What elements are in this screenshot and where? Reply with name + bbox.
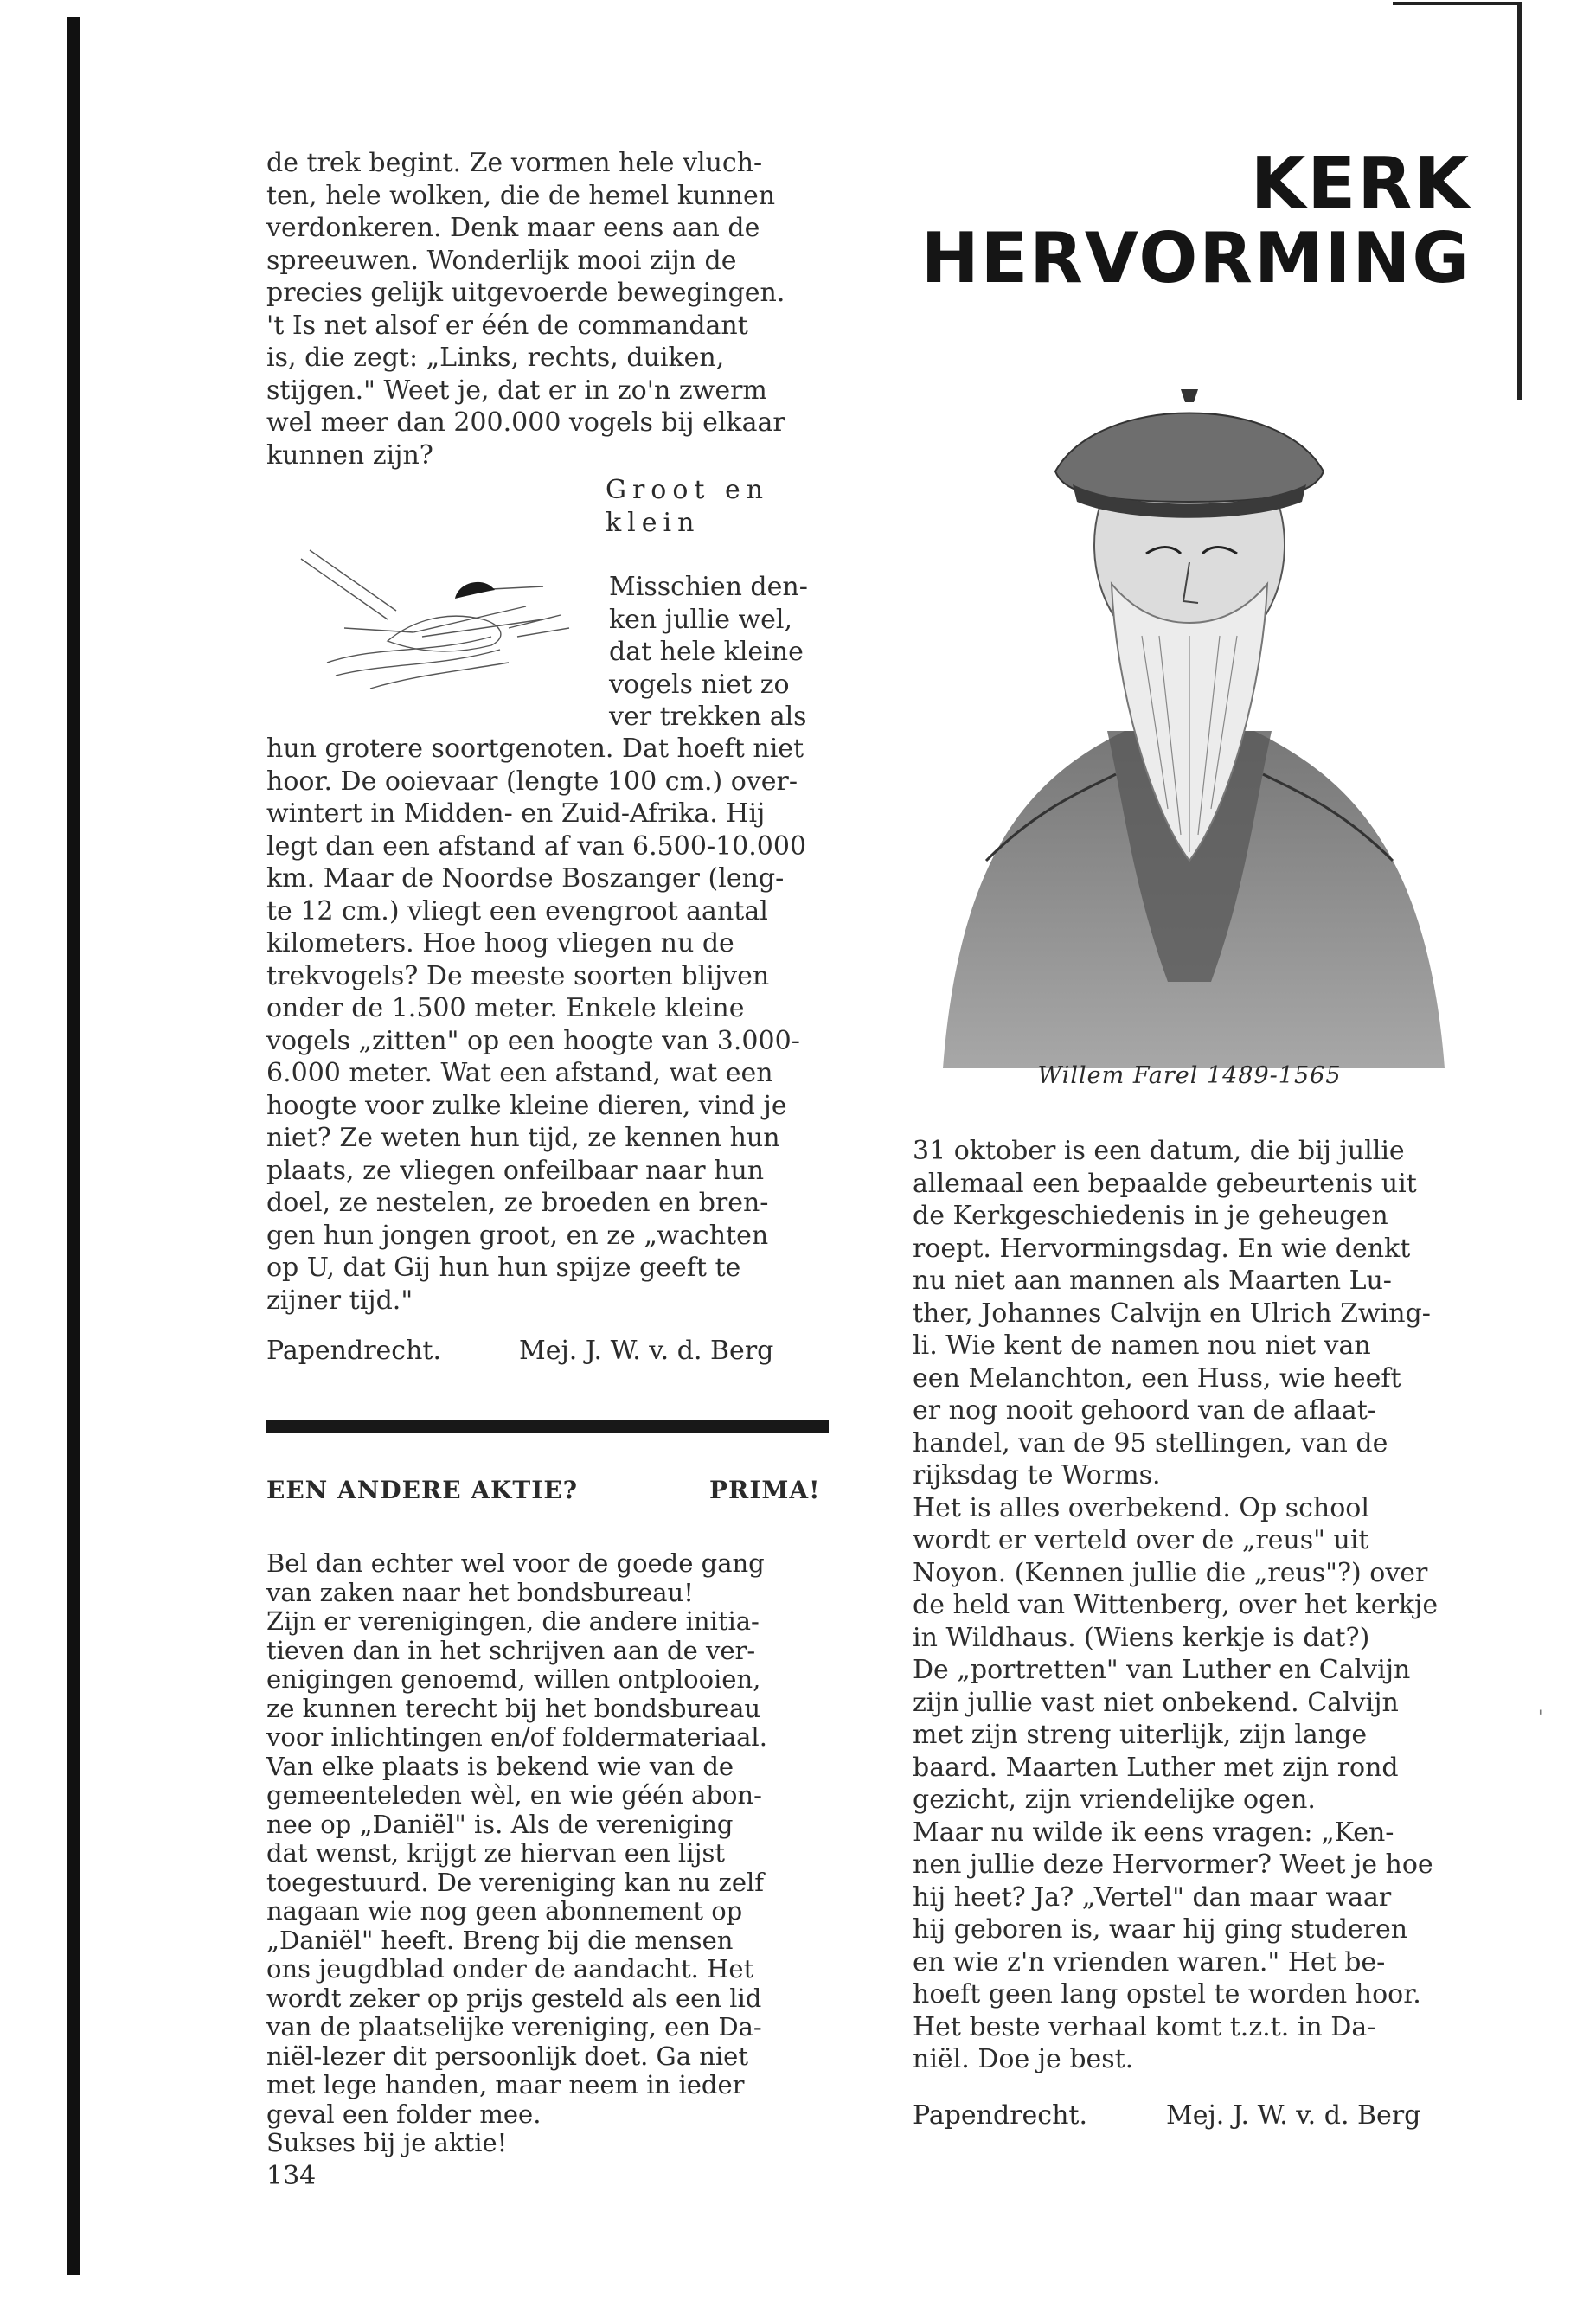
signature-place: Papendrecht.: [266, 1336, 442, 1366]
margin-mark: ': [1538, 1706, 1543, 1727]
page-number: 134: [266, 2161, 317, 2191]
aktie-heading-prima: PRIMA!: [709, 1476, 821, 1504]
title-line-kerk: KERK: [1250, 143, 1471, 225]
signature-name-right: Mej. J. W. v. d. Berg: [1166, 2100, 1421, 2131]
hervorming-paragraph: 31 oktober is een datum, die bij jullie allemaal een bepaalde gebeurtenis uit de Kerkgeschiedenis in je geheugen roept. Hervormingsdag. En wie denkt nu niet aan mannen als Maarten Lu- ther, Johannes Calvijn en Ulrich Zwing- li. Wie kent de namen nou niet van een Melanchton, een Huss, wie heeft er nog nooit gehoord van de aflaat- handel, van de 95 stellingen, van de rijksdag te Worms. Het is alles overbekend. Op school wordt er verteld over de „reus" uit Noyon. (Kennen jullie die „reus"?) over de held van Wittenberg, over het kerkje in Wildhaus. (Wiens kerkje is dat?) De „portretten" van Luther en Calvijn zijn jullie vast niet onbekend. Calvijn met zijn streng uiterlijk, zijn lange baard. Maarten Luther met zijn rond gezicht, zijn vriendelijke ogen. Maar nu wilde ik eens vragen: „Ken- nen jullie deze Hervormer? Weet je hoe hij heet? Ja? „Vertel" dan maar waar hij geboren is, waar hij ging studeren en wie z'n vrienden waren." Het be- hoeft geen lang opstel te worden hoor. Het beste verhaal komt t.z.t. in Da- niël. Doe je best.: [913, 1136, 1439, 2074]
portrait-caption: Willem Farel 1489-1565: [1037, 1062, 1342, 1089]
portrait-illustration: [908, 324, 1471, 1068]
section-divider: [266, 1420, 829, 1433]
reformer-portrait-icon: [908, 324, 1471, 1068]
binding-edge: [67, 17, 80, 2275]
article-title: [908, 143, 1471, 298]
page-corner-rule: [1393, 2, 1522, 5]
intro-paragraph: de trek begint. Ze vormen hele vluch- ten, hele wolken, die de hemel kunnen verdonkeren. Denk maar eens aan de spreeuwen. Wonderlijk mooi zijn de precies gelijk uitgevoerde bewegingen. 't Is net alsof er één de commandant is, die zegt: „Links, rechts, duiken, stijgen." Weet je, dat er in zo'n zwerm wel meer dan 200.000 vogels bij elkaar kunnen zijn?: [266, 148, 785, 471]
signature-place-right: Papendrecht.: [913, 2100, 1088, 2131]
title-line-hervorming: HERVORMING: [920, 218, 1471, 298]
aktie-paragraph: Bel dan echter wel voor de goede gang van zaken naar het bondsbureau! Zijn er verenigingen, die andere initia- tieven dan in het schrijven aan de ver- enigingen genoemd, willen ontplooien, ze kunnen terecht bij het bondsbureau voor inlichtingen en/of foldermateriaal. Van elke plaats is bekend wie van de gemeenteleden wèl, en wie géén abon- nee op „Daniël" is. Als de vereniging dat wenst, krijgt ze hiervan een lijst toegestuurd. De vereniging kan nu zelf nagaan wie nog geen abonnement op „Daniël" heeft. Breng bij die mensen ons jeugdblad onder de aandacht. Het wordt zeker op prijs gesteld als een lid van de plaatselijke vereniging, een Da- niël-lezer dit persoonlijk doet. Ga niet met lege handen, maar neem in ieder geval een folder mee. Sukses bij je aktie!: [266, 1548, 767, 2157]
signature-name: Mej. J. W. v. d. Berg: [519, 1336, 774, 1366]
section-heading-groot-en-klein: Groot en klein: [606, 475, 770, 538]
bird-illustration: [284, 524, 595, 706]
page-edge-rule: [1517, 2, 1522, 400]
aktie-heading: EEN ANDERE AKTIE?: [266, 1476, 579, 1504]
tern-sketch-icon: [284, 524, 595, 706]
bird-main-paragraph: hun grotere soortgenoten. Dat hoeft niet hoor. De ooievaar (lengte 100 cm.) over- wintert in Midden- en Zuid-Afrika. Hij legt dan een afstand af van 6.500-10.000 km. Maar de Noordse Boszanger (leng- te 12 cm.) vliegt een evengroot aantal kilometers. Hoe hoog vliegen nu de trekvogels? De meeste soorten blijven onder de 1.500 meter. Enkele kleine vogels „zitten" op een hoogte van 3.000- 6.000 meter. Wat een afstand, wat een hoogte voor zulke kleine dieren, vind je niet? Ze weten hun tijd, ze kennen hun plaats, ze vliegen onfeilbaar naar hun doel, ze nestelen, ze broeden en bren- gen hun jongen groot, en ze „wachten op U, dat Gij hun hun spijze geeft te zijner tijd.": [266, 734, 807, 1316]
bird-side-paragraph: Misschien den- ken jullie wel, dat hele kleine vogels niet zo ver trekken als: [609, 572, 808, 732]
